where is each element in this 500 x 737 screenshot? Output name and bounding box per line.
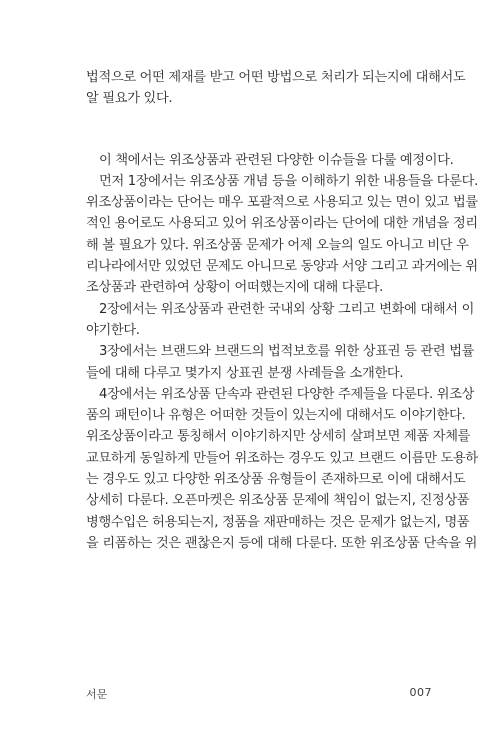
text-line: 조상품과 관련하여 상황이 어떠했는지에 대해 다룬다.: [86, 280, 384, 296]
text-line: 상세히 다룬다. 오픈마켓은 위조상품 문제에 책임이 없는지, 진정상품: [86, 493, 470, 509]
text-line: 을 리폼하는 것은 괜찮은지 등에 대해 다룬다. 또한 위조상품 단속을 위: [86, 535, 478, 551]
paragraph: [86, 171, 478, 299]
paragraph: [86, 299, 475, 342]
paragraph: [86, 150, 454, 171]
paragraph: [86, 341, 475, 384]
text-line: 4장에서는 위조상품 단속과 관련된 다양한 주제들을 다룬다. 위조상: [99, 386, 475, 402]
text-line: 먼저 1장에서는 위조상품 개념 등을 이해하기 위한 내용들을 다룬다.: [99, 173, 478, 189]
text-line: 이 책에서는 위조상품과 관련된 다양한 이슈들을 다룰 예정이다.: [99, 152, 454, 168]
text-line: 2장에서는 위조상품과 관련한 국내외 상황 그리고 변화에 대해서 이: [99, 301, 475, 317]
paragraph: [86, 67, 466, 110]
text-line: 품의 패턴이나 유형은 어떠한 것들이 있는지에 대해서도 이야기한다.: [86, 408, 466, 424]
text-line: 위조상품이라고 통칭해서 이야기하지만 상세히 살펴보면 제품 자체를: [86, 429, 471, 445]
text-line: 는 경우도 있고 다양한 위조상품 유형들이 존재하므로 이에 대해서도: [86, 472, 466, 488]
text-line: 3장에서는 브랜드와 브랜드의 법적보호를 위한 상표권 등 관련 법률: [99, 344, 475, 360]
text-line: 리나라에서만 있었던 문제도 아니므로 동양과 서양 그리고 과거에는 위: [86, 259, 478, 275]
page-number: 007: [409, 686, 432, 699]
body-text: [86, 67, 478, 554]
paragraph: [86, 384, 478, 554]
text-line: 법적으로 어떤 제재를 받고 어떤 방법으로 처리가 되는지에 대해서도: [86, 70, 466, 85]
text-line: 병행수입은 허용되는지, 정품을 재판매하는 것은 문제가 없는지, 명품: [86, 514, 470, 530]
paragraph-gap: [86, 110, 434, 150]
text-line: 위조상품이라는 단어는 매우 포괄적으로 사용되고 있는 면이 있고 법률: [86, 195, 478, 211]
text-line: 들에 대해 다루고 몇가지 상표권 분쟁 사례들을 소개한다.: [86, 365, 404, 381]
text-line: 교묘하게 동일하게 만들어 위조하는 경우도 있고 브랜드 이름만 도용하: [86, 450, 478, 466]
text-line: 적인 용어로도 사용되고 있어 위조상품이라는 단어에 대한 개념을 정리: [86, 216, 478, 232]
running-footer-section: 서문: [86, 688, 108, 701]
text-line: 야기한다.: [86, 322, 140, 338]
text-line: 알 필요가 있다.: [86, 91, 173, 107]
text-line: 해 볼 필요가 있다. 위조상품 문제가 어제 오늘의 일도 아니고 비단 우: [86, 237, 469, 253]
